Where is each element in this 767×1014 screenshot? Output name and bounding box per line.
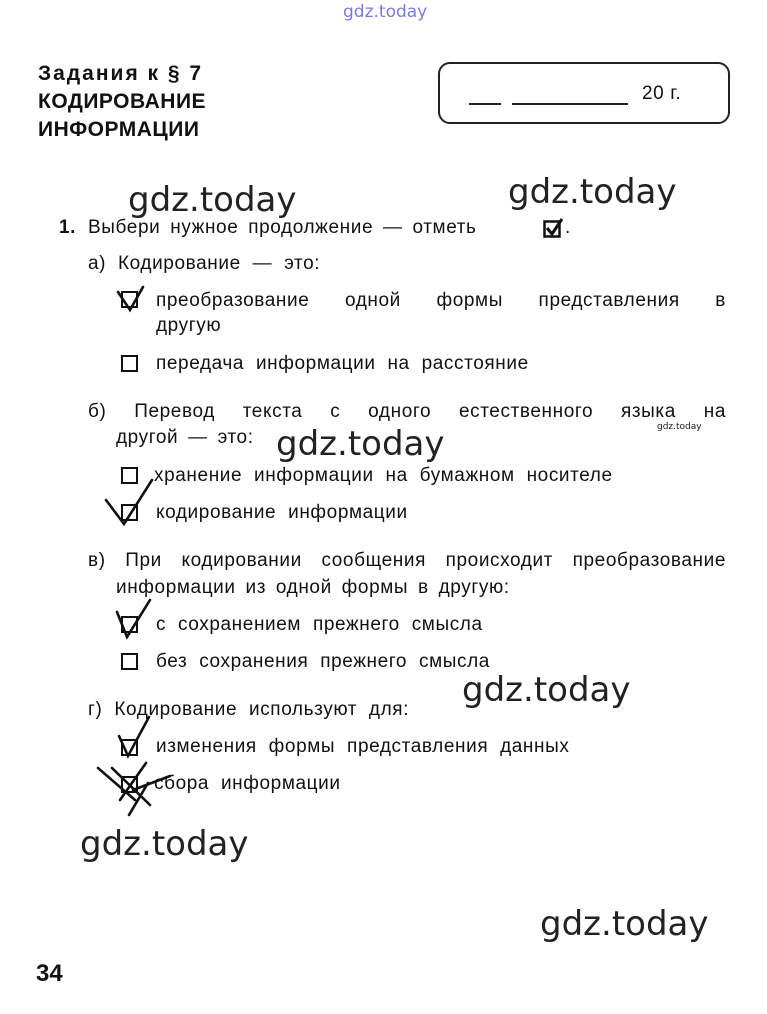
option-b-2: кодирование информации [156, 502, 408, 523]
date-box [438, 62, 730, 124]
option-d-2: сбора информации [154, 773, 341, 794]
option-a-1-line-1: преобразование одной формы представления в [156, 290, 726, 311]
section-title-line-2: ИНФОРМАЦИИ [38, 118, 200, 141]
option-c-1: с сохранением прежнего смысла [156, 614, 483, 635]
part-a-label: а) Кодирование — это: [88, 253, 321, 274]
section-title-line-1: КОДИРОВАНИЕ [38, 90, 207, 113]
option-c-2: без сохранения прежнего смысла [156, 651, 490, 672]
date-year-suffix: 20 г. [642, 83, 682, 104]
page-number: 34 [36, 960, 63, 987]
watermark: gdz.today [462, 670, 631, 710]
part-b-label-line-1: б) Перевод текста с одного естественного языка на [88, 401, 726, 422]
section-heading: Задания к § 7 [38, 62, 204, 85]
instruction-period: . [565, 217, 571, 238]
part-b-label-line-2: другой — это: [116, 427, 254, 448]
option-b-1: хранение информации на бумажном носителе [154, 465, 613, 486]
watermark-top: gdz.today [343, 2, 428, 22]
part-c-label-line-1: в) При кодировании сообщения происходит преобразование [88, 550, 726, 571]
checkbox-d-1[interactable] [121, 739, 138, 756]
watermark-small: gdz.today [657, 422, 702, 432]
option-a-2: передача информации на расстояние [156, 353, 529, 374]
watermark: gdz.today [508, 172, 677, 212]
checkbox-a-1[interactable] [121, 291, 138, 308]
watermark: gdz.today [540, 904, 709, 944]
date-month-line [512, 103, 628, 105]
checkbox-c-2[interactable] [121, 653, 138, 670]
checkbox-sample-icon [543, 218, 563, 238]
task-instruction: Выбери нужное продолжение — отметь [88, 217, 477, 238]
checkbox-a-2[interactable] [121, 355, 138, 372]
option-d-1: изменения формы представления данных [156, 736, 570, 757]
watermark: gdz.today [80, 824, 249, 864]
watermark: gdz.today [128, 180, 297, 220]
checkbox-b-1[interactable] [121, 467, 138, 484]
watermark: gdz.today [276, 424, 445, 464]
checkbox-d-2[interactable] [121, 776, 138, 793]
date-day-line [469, 103, 501, 105]
task-number: 1. [59, 217, 77, 238]
checkbox-b-2[interactable] [121, 504, 138, 521]
option-a-1-line-2: другую [156, 315, 222, 336]
checkbox-c-1[interactable] [121, 616, 138, 633]
part-d-label: г) Кодирование используют для: [88, 699, 410, 720]
part-c-label-line-2: информации из одной формы в другую: [116, 577, 510, 598]
